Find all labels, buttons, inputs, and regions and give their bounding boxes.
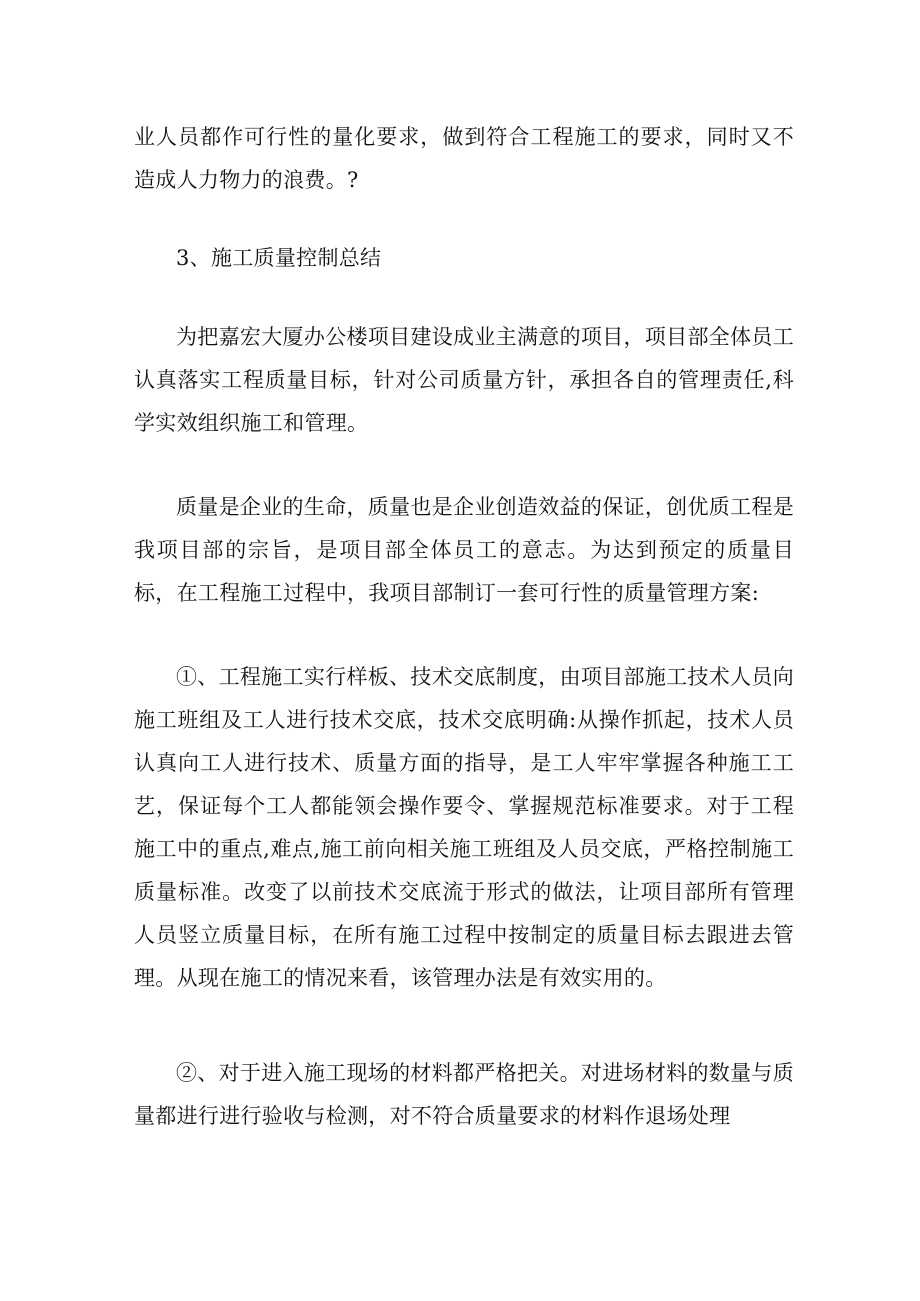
paragraph-item-1: ①、工程施工实行样板、技术交底制度，由项目部施工技术人员向施工班组及工人进行技术交底，技术交底明确:从操作抓起，技术人员认真向工人进行技术、质量方面的指导，是工人牢牢掌握各种施工工艺，保证每个工人都能领会操作要令、掌握规范标准要求。对于工程施工中的重点,难点,施工前向相关施工班组及人员交底，严格控制施工质量标准。改变了以前技术交底流于形式的做法，让项目部所有管理人员竖立质量目标，在所有施工过程中按制定的质量目标去跟进去管理。从现在施工的情况来看，该管理办法是有效实用的。 (134, 665, 794, 990)
continuation-paragraph: 业人员都作可行性的量化要求，做到符合工程施工的要求，同时又不造成人力物力的浪费。? (134, 125, 794, 192)
paragraph-quality-purpose: 质量是企业的生命，质量也是企业创造效益的保证，创优质工程是我项目部的宗旨，是项目部全体员工的意志。为达到预定的质量目标，在工程施工过程中，我项目部制订一套可行性的质量管理方案: (134, 495, 794, 605)
paragraph-intro: 为把嘉宏大厦办公楼项目建设成业主满意的项目，项目部全体员工认真落实工程质量目标，针对公司质量方针，承担各自的管理责任,科学实效组织施工和管理。 (134, 325, 794, 435)
paragraph-item-2: ②、对于进入施工现场的材料都严格把关。对进场材料的数量与质量都进行进行验收与检测，对不符合质量要求的材料作退场处理 (134, 1061, 794, 1128)
section-heading: 3、施工质量控制总结 (176, 246, 382, 270)
